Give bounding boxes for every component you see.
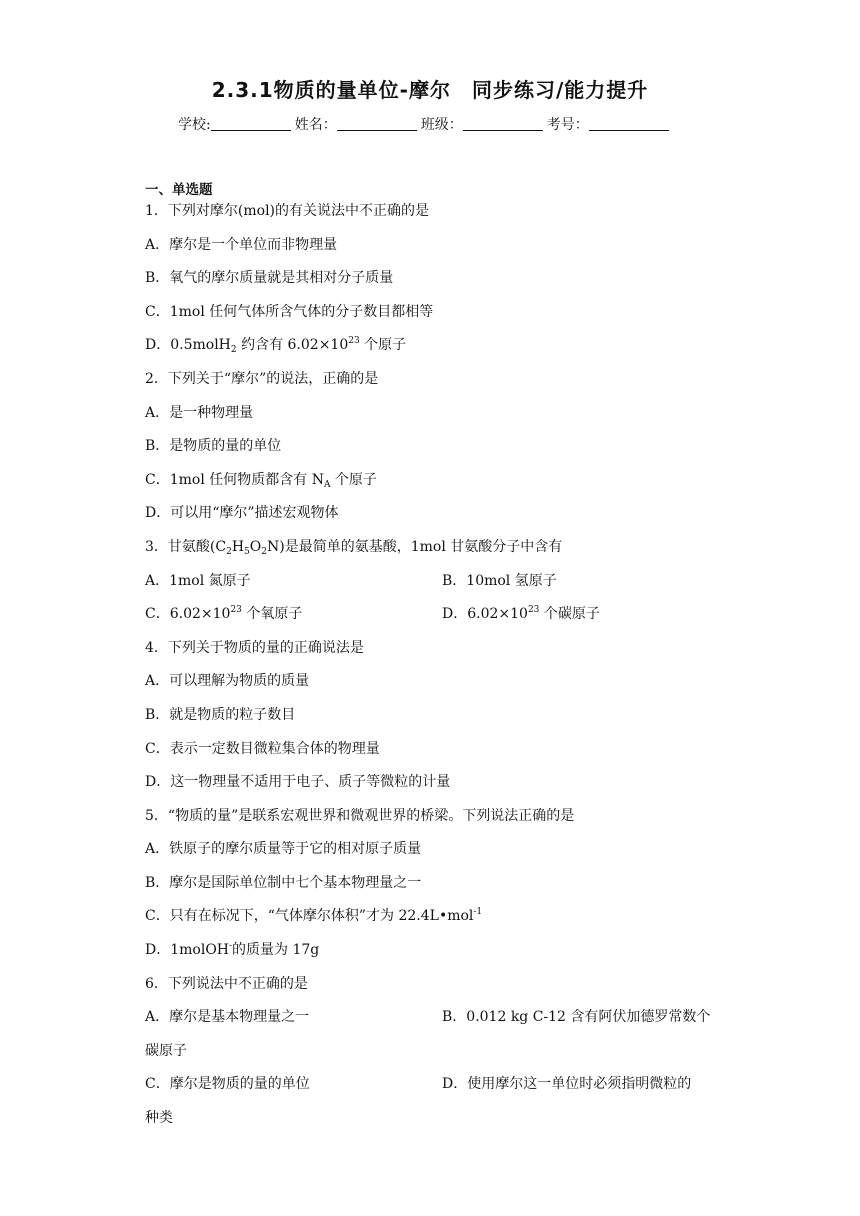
question-2-stem: 2．下列关于“摩尔”的说法，正确的是: [145, 370, 379, 387]
question-6-options-row-2: [145, 1073, 725, 1107]
school-label: 学校:: [178, 117, 211, 133]
question-4-option-a[interactable]: A．可以理解为物质的质量: [145, 673, 310, 690]
question-5-option-c[interactable]: C．只有在标况下，“气体摩尔体积”才为 22.4L•mol$^{-1}$: [145, 907, 483, 925]
question-6-option-a[interactable]: A．摩尔是基本物理量之一: [145, 1009, 310, 1026]
question-2-option-c[interactable]: C．1mol 任何物质都含有 $N_A$ 个原子: [145, 471, 377, 490]
question-4-option-d[interactable]: D．这一物理量不适用于电子、质子等微粒的计量: [145, 774, 451, 791]
question-5-option-b[interactable]: B．摩尔是国际单位制中七个基本物理量之一: [145, 874, 422, 891]
question-4-option-b[interactable]: B．就是物质的粒子数目: [145, 706, 296, 723]
question-6-option-c[interactable]: C．摩尔是物质的量的单位: [145, 1076, 310, 1093]
question-3-stem: 3．甘氨酸$(C_2H_5O_2N)$是最简单的氨基酸，1mol 甘氨酸分子中含有: [145, 538, 563, 557]
class-label: 班级：: [420, 117, 463, 133]
page-title: 2.3.1物质的量单位-摩尔 同步练习/能力提升: [211, 78, 649, 102]
question-2-option-a[interactable]: A．是一种物理量: [145, 404, 254, 421]
question-3-option-d[interactable]: D．$6.02\times 10^{23}$ 个碳原子: [442, 605, 600, 623]
section-heading: 一、单选题: [145, 182, 213, 198]
question-5-stem: 5．“物质的量”是联系宏观世界和微观世界的桥梁。下列说法正确的是: [145, 807, 575, 824]
question-6-option-d-continued: 种类: [145, 1110, 173, 1127]
question-3-option-b[interactable]: B．10mol 氢原子: [442, 572, 557, 589]
question-3-options-row-1: [145, 570, 725, 604]
question-3-option-c[interactable]: C．$6.02\times 10^{23}$ 个氧原子: [145, 605, 303, 623]
question-3-options-row-2: [145, 603, 725, 637]
question-5-option-a[interactable]: A．铁原子的摩尔质量等于它的相对原子质量: [145, 841, 422, 858]
question-1-option-d[interactable]: D．0.5molH$_2$ 约含有 $6.02\times 10^{23}$ 个原子: [145, 336, 407, 356]
exam-number-label: 考号：: [546, 117, 589, 133]
question-6-option-b[interactable]: B．0.012 kg C-12 含有阿伏加德罗常数个: [442, 1009, 711, 1026]
class-blank[interactable]: [463, 116, 543, 131]
question-6-option-b-continued: 碳原子: [145, 1042, 187, 1059]
question-1-option-a[interactable]: A．摩尔是一个单位而非物理量: [145, 236, 338, 253]
question-6-option-d[interactable]: D．使用摩尔这一单位时必须指明微粒的: [442, 1076, 692, 1093]
question-2-option-b[interactable]: B．是物质的量的单位: [145, 438, 282, 455]
question-1-option-b[interactable]: B．氧气的摩尔质量就是其相对分子质量: [145, 270, 394, 287]
question-list: [145, 178, 725, 1141]
question-4-stem: 4．下列关于物质的量的正确说法是: [145, 639, 364, 656]
question-1-option-c[interactable]: C．1mol 任何气体所含气体的分子数目都相等: [145, 303, 434, 320]
question-1-stem: 1．下列对摩尔(mol)的有关说法中不正确的是: [145, 203, 430, 219]
question-2-option-d[interactable]: D．可以用“摩尔”描述宏观物体: [145, 505, 339, 522]
name-label: 姓名：: [294, 117, 337, 133]
question-3-option-a[interactable]: A．1mol 氮原子: [145, 572, 251, 589]
name-blank[interactable]: [337, 116, 417, 131]
question-6-stem: 6．下列说法中不正确的是: [145, 975, 308, 992]
exam-number-blank[interactable]: [589, 116, 669, 131]
student-info-line: [178, 114, 673, 134]
school-blank[interactable]: [211, 116, 291, 131]
question-6-options-row-1: [145, 1006, 725, 1040]
question-4-option-c[interactable]: C．表示一定数目微粒集合体的物理量: [145, 740, 380, 757]
question-5-option-d[interactable]: D．1molOH-的质量为 17g: [145, 941, 320, 959]
